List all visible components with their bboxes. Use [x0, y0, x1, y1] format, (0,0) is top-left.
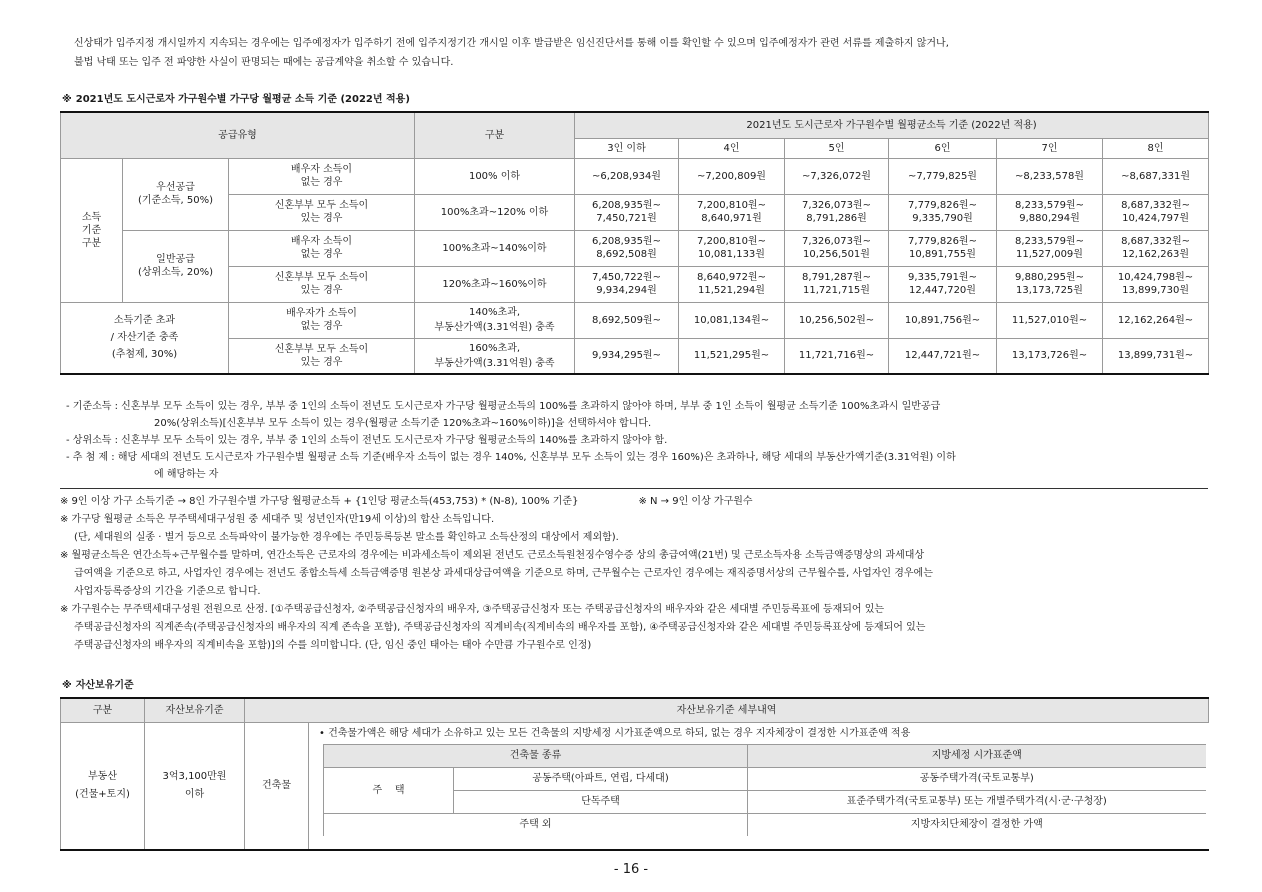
- income-group-label: 소득 기준 구분: [61, 158, 123, 302]
- income-cell: 7,450,722원~ 9,934,294원: [575, 266, 679, 302]
- income-standard-table: [60, 111, 1209, 375]
- income-cell: 10,424,798원~ 13,899,730원: [1103, 266, 1209, 302]
- income-cell: 10,891,756원~: [889, 302, 997, 338]
- income-cell: 7,200,810원~ 8,640,971원: [679, 194, 785, 230]
- building-label: 건축물: [245, 722, 309, 850]
- table-row: [324, 767, 1206, 790]
- inner-header-kind: 건축물 종류: [324, 744, 748, 767]
- income-cell: 12,447,721원~: [889, 338, 997, 374]
- income-cell: ~8,687,331원: [1103, 158, 1209, 194]
- reference-mark: ※: [62, 94, 72, 105]
- asset-header-category: 구분: [61, 698, 145, 722]
- asset-standard-table: [60, 697, 1209, 851]
- asset-section-heading: [62, 676, 134, 691]
- footnote-line: 급여액을 기준으로 하고, 사업자인 경우에는 전년도 종합소득세 소득금액증명 원본상 과세대상급여액을 기준으로 하며, 근무월수는 근로자인 경우에는 재직증명서상의 근무월수를, 사업자인 경우에는: [74, 568, 933, 579]
- footnotes: [60, 493, 1208, 655]
- header-category: 구분: [415, 112, 575, 158]
- building-kind: 공동주택(아파트, 연립, 다세대): [454, 767, 748, 790]
- income-cell: 8,640,972원~ 11,521,294원: [679, 266, 785, 302]
- income-cell: 8,687,332원~ 12,162,263원: [1103, 230, 1209, 266]
- building-kind: 단독주택: [454, 790, 748, 813]
- header-size-5: 5인: [785, 138, 889, 158]
- income-cell: 11,721,716원~: [785, 338, 889, 374]
- building-price: 표준주택가격(국토교통부) 또는 개별주택가격(시·군·구청장): [748, 790, 1206, 813]
- divider: [60, 488, 1208, 489]
- building-type-table: [323, 744, 1206, 836]
- reference-mark: ※: [62, 680, 72, 691]
- row-criteria: 100%초과~140%이하: [415, 230, 575, 266]
- income-notes: [66, 398, 1208, 483]
- housing-label: 주 택: [324, 767, 454, 813]
- header-supply-type: 공급유형: [61, 112, 415, 158]
- income-cell: ~7,200,809원: [679, 158, 785, 194]
- row-criteria: 120%초과~160%이하: [415, 266, 575, 302]
- income-cell: ~7,779,825원: [889, 158, 997, 194]
- row-sub: 배우자가 소득이 없는 경우: [229, 302, 415, 338]
- income-cell: 12,162,264원~: [1103, 302, 1209, 338]
- table-row: [61, 230, 1209, 266]
- intro-line-2: 불법 낙태 또는 입주 전 파양한 사실이 판명되는 때에는 공급계약을 취소할 수 있습니다.: [74, 57, 454, 68]
- income-cell: 8,233,579원~ 9,880,294원: [997, 194, 1103, 230]
- header-size-7: 7인: [997, 138, 1103, 158]
- footnote-line: (단, 세대원의 실종 · 별거 등으로 소득파악이 불가능한 경우에는 주민등록등본 말소를 확인하고 소득산정의 대상에서 제외함).: [74, 532, 619, 543]
- row-criteria: 160%초과, 부동산가액(3.31억원) 충족: [415, 338, 575, 374]
- table-row: [61, 194, 1209, 230]
- income-cell: 8,791,287원~ 11,721,715원: [785, 266, 889, 302]
- header-size-4: 4인: [679, 138, 785, 158]
- income-cell: 8,692,509원~: [575, 302, 679, 338]
- asset-row-standard: 3억3,100만원 이하: [145, 722, 245, 850]
- header-income-standard: 2021년도 도시근로자 가구원수별 월평균소득 기준 (2022년 적용): [575, 112, 1209, 138]
- income-section-title: 2021년도 도시근로자 가구원수별 가구당 월평균 소득 기준 (2022년 적용): [75, 94, 410, 105]
- table-row: [61, 338, 1209, 374]
- note-line: - 상위소득 : 신혼부부 모두 소득이 있는 경우, 부부 중 1인의 소득이 전년도 도시근로자 가구당 월평균소득의 140%를 초과하지 않아야 함.: [66, 435, 668, 446]
- note-line: 20%(상위소득)[신혼부부 모두 소득이 있는 경우(월평균 소득기준 120%초과~160%이하)]을 선택하셔야 합니다.: [154, 418, 652, 429]
- income-cell: ~6,208,934원: [575, 158, 679, 194]
- income-cell: 6,208,935원~ 7,450,721원: [575, 194, 679, 230]
- row-sub: 배우자 소득이 없는 경우: [229, 230, 415, 266]
- income-cell: 9,880,295원~ 13,173,725원: [997, 266, 1103, 302]
- income-cell: 13,173,726원~: [997, 338, 1103, 374]
- income-cell: 7,326,073원~ 10,256,501원: [785, 230, 889, 266]
- income-section-heading: [62, 90, 410, 105]
- table-row: [61, 266, 1209, 302]
- income-cell: 11,527,010원~: [997, 302, 1103, 338]
- income-cell: 10,081,134원~: [679, 302, 785, 338]
- table-row: [324, 813, 1206, 836]
- row-sub: 신혼부부 모두 소득이 있는 경우: [229, 194, 415, 230]
- inner-header-price: 지방세정 시가표준액: [748, 744, 1206, 767]
- row-sub: 신혼부부 모두 소득이 있는 경우: [229, 338, 415, 374]
- income-cell: 8,233,579원~ 11,527,009원: [997, 230, 1103, 266]
- income-cell: 7,200,810원~ 10,081,133원: [679, 230, 785, 266]
- income-cell: 9,335,791원~ 12,447,720원: [889, 266, 997, 302]
- asset-row-label: 부동산 (건물+토지): [61, 722, 145, 850]
- note-line: - 기준소득 : 신혼부부 모두 소득이 있는 경우, 부부 중 1인의 소득이 전년도 도시근로자 가구당 월평균소득의 100%를 초과하지 않아야 하며, 부부 중 1인 소득이 월평균 소득기준 100%초과시 일반공급: [66, 401, 941, 412]
- income-cell: 8,687,332원~ 10,424,797원: [1103, 194, 1209, 230]
- intro-line-1: 신상태가 입주지정 개시일까지 지속되는 경우에는 입주예정자가 입주하기 전에 입주지정기간 개시일 이후 발급받은 임신진단서를 통해 이를 확인할 수 있으며 입주예정자가 관련 서류를 제출하지 않거나,: [74, 38, 949, 49]
- table-row: [324, 790, 1206, 813]
- income-cell: ~8,233,578원: [997, 158, 1103, 194]
- footnote-line: ※ 가구당 월평균 소득은 무주택세대구성원 중 세대주 및 성년인자(만19세 이상)의 합산 소득입니다.: [60, 514, 495, 525]
- footnote-line: 주택공급신청자의 직계존속(주택공급신청자의 배우자의 직계 존속을 포함), 주택공급신청자의 직계비속(직계비속의 배우자를 포함), ④주택공급신청자와 같은 세대별 주민등록표상에 등재되어 있는: [74, 622, 926, 633]
- building-price: 지방자치단체장이 결정한 가액: [748, 813, 1206, 836]
- footnote-line: ※ 월평균소득은 연간소득÷근무월수를 말하며, 연간소득은 근로자의 경우에는 비과세소득이 제외된 전년도 근로소득원천징수영수증 상의 총급여액(21번) 및 근로소득자용 소득금액증명상의 과세대상: [60, 550, 925, 561]
- income-cell: 6,208,935원~ 8,692,508원: [575, 230, 679, 266]
- table-row: [61, 158, 1209, 194]
- building-price-bullet: • 건축물가액은 해당 세대가 소유하고 있는 모든 건축물의 지방세정 시가표준액으로 하되, 없는 경우 지자체장이 결정한 시가표준액 적용: [319, 727, 911, 739]
- income-cell: 7,779,826원~ 10,891,755원: [889, 230, 997, 266]
- income-cell: 13,899,731원~: [1103, 338, 1209, 374]
- building-kind: 주택 외: [324, 813, 748, 836]
- note-line: - 추 첨 제 : 해당 세대의 전년도 도시근로자 가구원수별 월평균 소득 기준(배우자 소득이 없는 경우 140%, 신혼부부 모두 소득이 있는 경우 160%)은 초과하나, 해당 세대의 부동산가액기준(3.31억원) 이하: [66, 452, 956, 463]
- building-price: 공동주택가격(국토교통부): [748, 767, 1206, 790]
- header-size-6: 6인: [889, 138, 997, 158]
- row-criteria: 100%초과~120% 이하: [415, 194, 575, 230]
- footnote-line: ※ 9인 이상 가구 소득기준 → 8인 가구원수별 가구당 월평균소득 + {1인당 평균소득(453,753) * (N-8), 100% 기준} ※ N → 9인 이상 가구원수: [60, 496, 753, 507]
- header-size-3: 3인 이하: [575, 138, 679, 158]
- income-cell: 7,326,073원~ 8,791,286원: [785, 194, 889, 230]
- asset-section-title: 자산보유기준: [75, 680, 134, 691]
- row-criteria: 140%초과, 부동산가액(3.31억원) 충족: [415, 302, 575, 338]
- asset-header-standard: 자산보유기준: [145, 698, 245, 722]
- asset-header-detail: 자산보유기준 세부내역: [245, 698, 1209, 722]
- income-cell: 7,779,826원~ 9,335,790원: [889, 194, 997, 230]
- lottery-label: 소득기준 초과 / 자산기준 충족 (추첨제, 30%): [61, 302, 229, 374]
- income-cell: 9,934,295원~: [575, 338, 679, 374]
- row-sub: 배우자 소득이 없는 경우: [229, 158, 415, 194]
- footnote-line: ※ 가구원수는 무주택세대구성원 전원으로 산정. [①주택공급신청자, ②주택공급신청자의 배우자, ③주택공급신청자 또는 주택공급신청자의 배우자와 같은 세대별 주민등록표에 등재되어 있는: [60, 604, 885, 615]
- intro-text: [74, 34, 1208, 72]
- footnote-line: 사업자등록증상의 기간을 기준으로 합니다.: [74, 586, 261, 597]
- income-cell: 11,521,295원~: [679, 338, 785, 374]
- table-row: [61, 302, 1209, 338]
- header-size-8: 8인: [1103, 138, 1209, 158]
- income-cell: ~7,326,072원: [785, 158, 889, 194]
- asset-detail-cell: [309, 722, 1209, 850]
- page-number: - 16 -: [613, 862, 649, 877]
- note-line: 에 해당하는 자: [154, 469, 219, 480]
- footnote-line: 주택공급신청자의 배우자의 직계비속을 포함)]의 수를 의미합니다. (단, 임신 중인 태아는 태아 수만큼 가구원수로 인정): [74, 640, 592, 651]
- priority-supply-label: 우선공급 (기준소득, 50%): [123, 158, 229, 230]
- general-supply-label: 일반공급 (상위소득, 20%): [123, 230, 229, 302]
- row-sub: 신혼부부 모두 소득이 있는 경우: [229, 266, 415, 302]
- income-cell: 10,256,502원~: [785, 302, 889, 338]
- row-criteria: 100% 이하: [415, 158, 575, 194]
